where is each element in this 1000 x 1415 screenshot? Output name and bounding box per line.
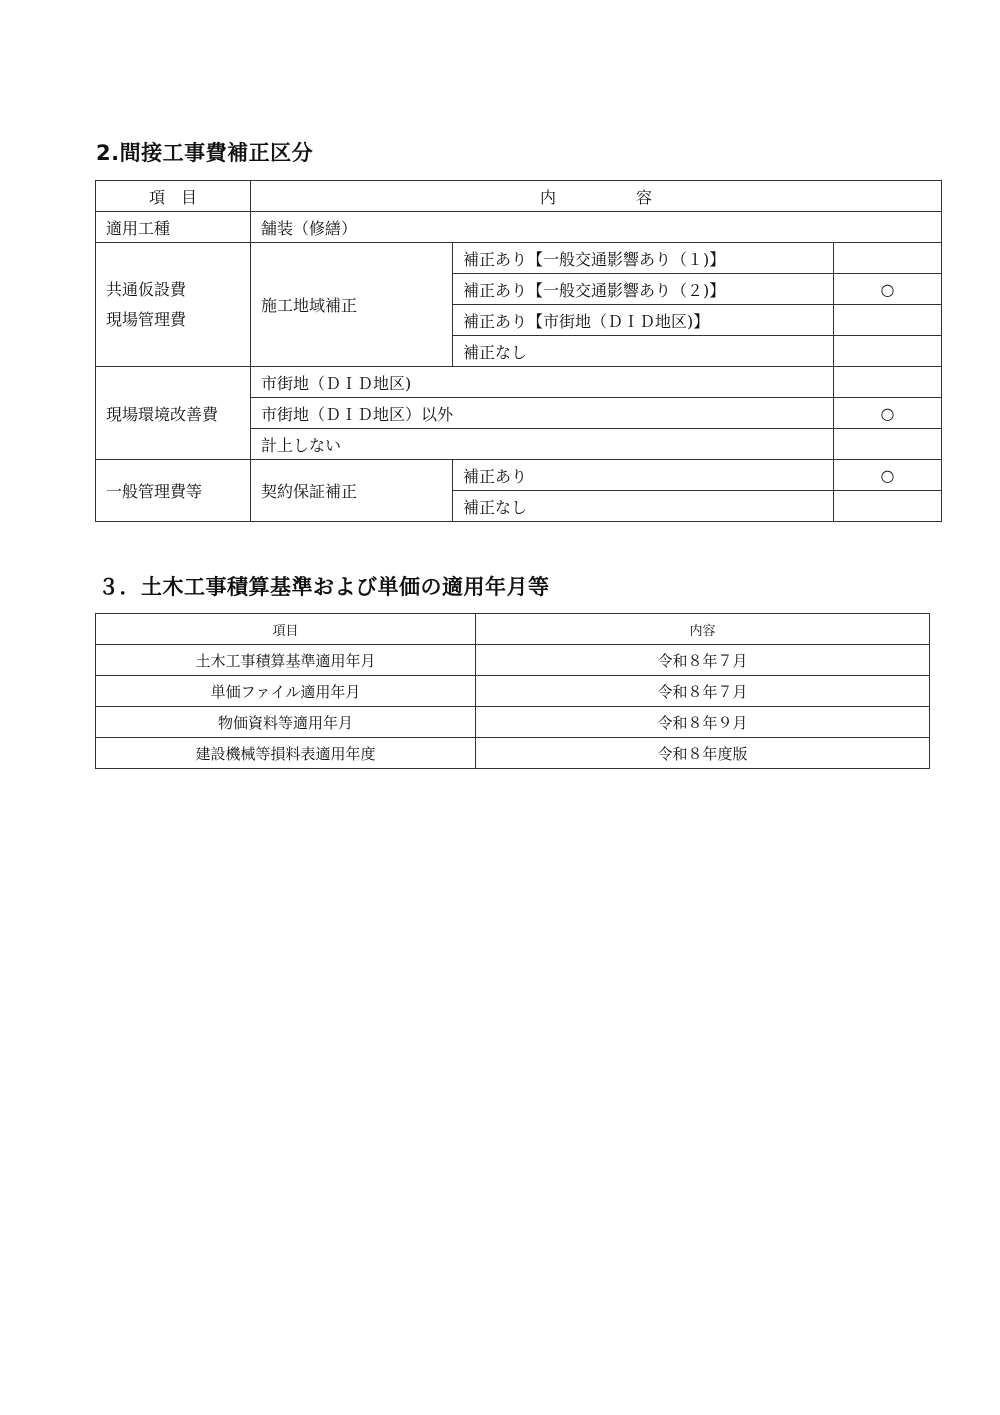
table-row (96, 212, 942, 243)
option-mark (834, 367, 942, 398)
table-header-row (96, 614, 930, 645)
applicable-work-value: 舗装（修繕） (251, 212, 942, 243)
table-row (96, 460, 942, 491)
table-row (96, 738, 930, 769)
option-text: 補正あり【一般交通影響あり（１)】 (453, 243, 834, 274)
common-cost-label (96, 243, 251, 367)
section2-title: 2.間接工事費補正区分 (96, 141, 314, 165)
table-row (96, 645, 930, 676)
common-cost-label-line1: 共通仮設費 (106, 279, 187, 299)
row-value: 令和８年７月 (476, 645, 930, 676)
table-row (96, 367, 942, 398)
row-item: 建設機械等損料表適用年度 (96, 738, 476, 769)
standards-application-table (95, 613, 930, 769)
option-text: 市街地（ＤＩＤ地区）以外 (251, 398, 834, 429)
indirect-cost-correction-table (95, 180, 942, 522)
option-text: 補正あり【市街地（ＤＩＤ地区)】 (453, 305, 834, 336)
option-text: 補正あり【一般交通影響あり（２)】 (453, 274, 834, 305)
section3-title: ３．土木工事積算基準および単価の適用年月等 (98, 575, 550, 599)
option-text: 補正あり (453, 460, 834, 491)
general-admin-label: 一般管理費等 (96, 460, 251, 522)
table-header-row (96, 181, 942, 212)
row-value: 令和８年度版 (476, 738, 930, 769)
table-row (96, 707, 930, 738)
option-mark (834, 336, 942, 367)
table-row (96, 243, 942, 274)
row-item: 土木工事積算基準適用年月 (96, 645, 476, 676)
option-mark: ○ (834, 398, 942, 429)
row-value: 令和８年７月 (476, 676, 930, 707)
common-cost-label-line2: 現場管理費 (106, 309, 187, 329)
option-mark: ○ (834, 274, 942, 305)
area-correction-label: 施工地域補正 (251, 243, 453, 367)
row-item: 物価資料等適用年月 (96, 707, 476, 738)
table-row (96, 676, 930, 707)
option-mark (834, 491, 942, 522)
option-mark (834, 305, 942, 336)
option-text: 市街地（ＤＩＤ地区) (251, 367, 834, 398)
header-content: 内 容 (251, 181, 942, 212)
row-item: 単価ファイル適用年月 (96, 676, 476, 707)
row-value: 令和８年９月 (476, 707, 930, 738)
option-text: 補正なし (453, 491, 834, 522)
option-text: 補正なし (453, 336, 834, 367)
header-item: 項 目 (96, 181, 251, 212)
contract-guarantee-label: 契約保証補正 (251, 460, 453, 522)
applicable-work-label: 適用工種 (96, 212, 251, 243)
header-content: 内容 (476, 614, 930, 645)
option-mark (834, 243, 942, 274)
option-mark (834, 429, 942, 460)
header-item: 項目 (96, 614, 476, 645)
option-text: 計上しない (251, 429, 834, 460)
option-mark: ○ (834, 460, 942, 491)
env-improvement-label: 現場環境改善費 (96, 367, 251, 460)
